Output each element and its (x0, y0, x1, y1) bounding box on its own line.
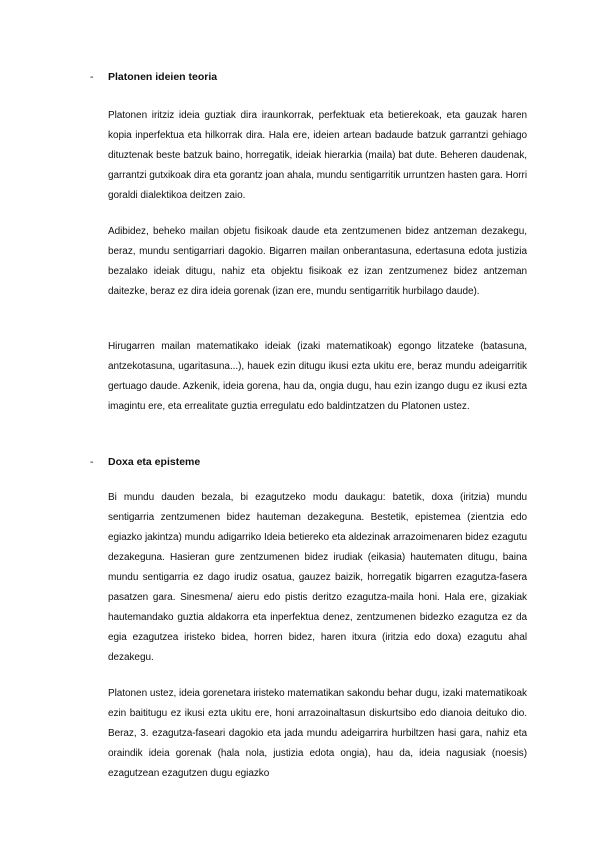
bullet-marker: - (90, 71, 94, 83)
paragraph: Hirugarren mailan matematikako ideiak (izaki matematikoak) egongo litzateke (batasuna, antzekotasuna, ugaritasuna...), hauek ezin ditugu ikusi ezta ukitu ere, beraz mundu adeigarritik gertuago daude. Azkenik, ideia gorena, hau da, ongia dugu, hau ezin izango dugu ez ikusi ezta imagintu ere, eta errealitate guztia erregulatu edo baldintzatzen du Platonen ustez. (108, 341, 527, 412)
paragraph: Adibidez, beheko mailan objetu fisikoak daude eta zentzumenen bidez antzeman dezakegu, beraz, mundu sentigarriari dagokio. Bigarren mailan onberantasuna, edertasuna edota justizia bezalako ideiak ditugu, nahiz eta objektu fisikoak ez izan zentzumenez bidez antzeman daitezke, beraz ez dira ideia gorenak (izan ere, mundu sentigarritik hurbilago daude). (108, 226, 527, 297)
heading-text: Platonen ideien teoria (108, 71, 218, 83)
heading-text: Doxa eta episteme (108, 456, 201, 468)
section-heading-ideien-teoria (90, 70, 217, 84)
paragraph: Platonen iritziz ideia guztiak dira iraunkorrak, perfektuak eta betierekoak, eta gauzak haren kopia inperfektua eta hilkorrak dira. Hala ere, ideien artean badaude batzuk garrantzi gehiago dituztenak beste batzuk baino, horregatik, ideiak hierarkia (maila) bat dute. Beheren daudenak, garrantzi gutxikoak dira eta gorantz joan ahala, mundu sentigarritik urruntzen hasten gara. Horri goraldi dialektikoa deitzen zaio. (108, 110, 527, 201)
paragraph: Platonen ustez, ideia gorenetara iristeko matematikan sakondu behar dugu, izaki matematikoak ezin baititugu ez ikusi ezta ukitu ere, honi arrazoinaltasun diskurtsibo edo dianoia deituko dio. Beraz, 3. ezagutza-faseari dagokio eta jada mundu adeigarrira hurbiltzen hasi gara, nahiz eta oraindik ideia gorenak (hala nola, justizia edota ongia), hau da, ideia nagusiak (noesis) ezagutzean ezagutzen dugu egiazko (108, 688, 527, 779)
section-heading-doxa-episteme (90, 455, 200, 469)
bullet-marker: - (90, 456, 94, 468)
paragraph: Bi mundu dauden bezala, bi ezagutzeko modu daukagu: batetik, doxa (iritzia) mundu sentigarria zentzumenen bidez hauteman dezakeguna. Bestetik, epistemea (zientzia edo egiazko jakintza) mundu adigarriko Ideia betiereko eta aldezinak arrazoimenaren bidez ezagutu dezakeguna. Hasieran gure zentzumenen bidez irudiak (eikasia) hautematen ditugu, baina mundu sentigarria ez dago irudiz osatua, gauzez baizik, horregatik bigarren ezagutza-fasera pasatzen gara. Sinesmena/ aieru edo pistis deritzo ezagutza-maila honi. Hala ere, gizakiak hautemandako guztia aldakorra eta inperfektua denez, zentzumenen bidezko ezagutza ez da egia ezagutzea iristeko bidea, horren bidez, haren itxura (iritzia edo doxa) ezagutu ahal dezakegu. (108, 492, 527, 663)
